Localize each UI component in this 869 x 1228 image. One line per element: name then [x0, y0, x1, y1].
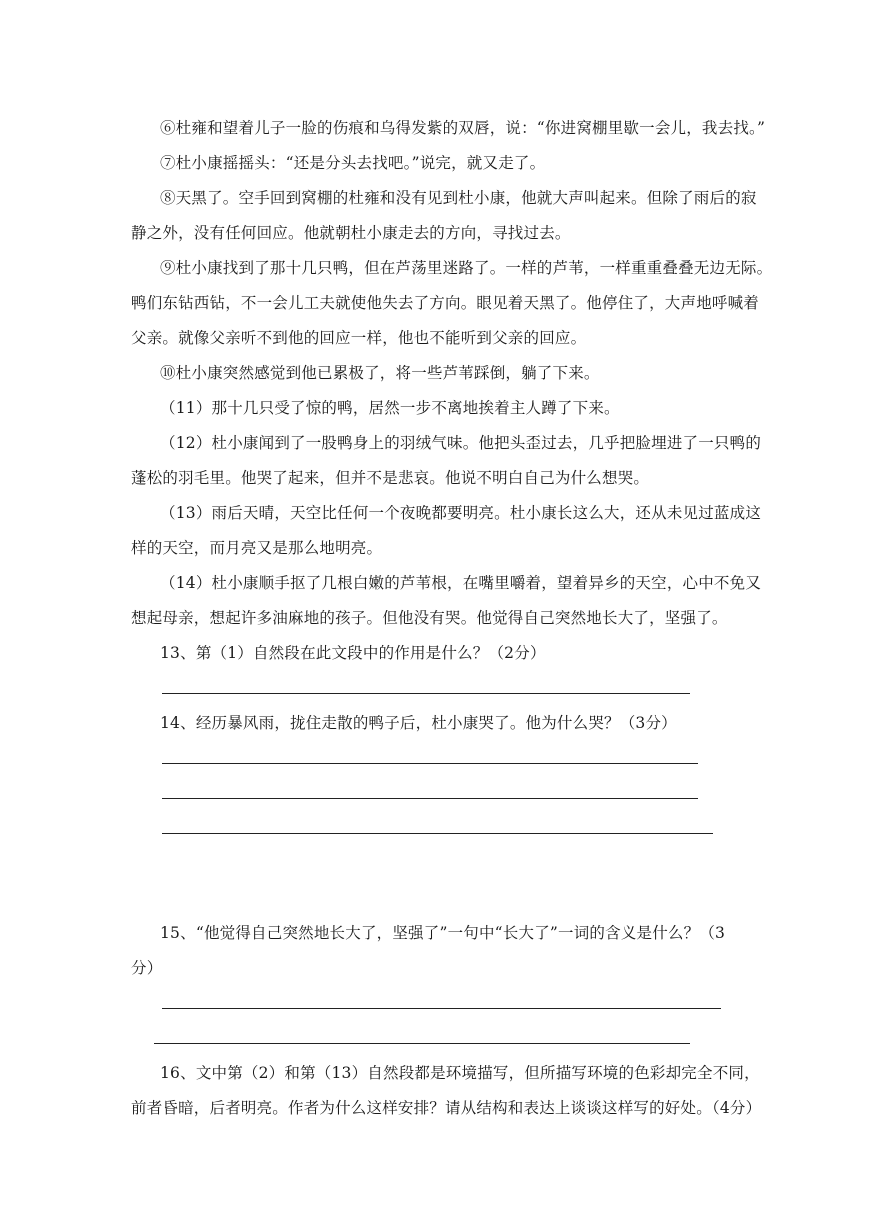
answer-line[interactable]	[162, 798, 698, 799]
question-16-line-1: 16、文中第（2）和第（13）自然段都是环境描写，但所描写环境的色彩却完全不同，	[160, 1064, 760, 1082]
question-15-line-1: 15、“他觉得自己突然地长大了，坚强了”一句中“长大了”一词的含义是什么？（3	[160, 924, 726, 942]
question-13: 13、第（1）自然段在此文段中的作用是什么？（2分）	[160, 644, 546, 662]
paragraph-7-line-1: ⑦杜小康摇摇头：“还是分头去找吧。”说完，就又走了。	[160, 154, 546, 172]
answer-line[interactable]	[154, 1043, 690, 1044]
paragraph-13-line-2: 样的天空，而月亮又是那么地明亮。	[131, 539, 383, 557]
question-16-line-2: 前者昏暗，后者明亮。作者为什么这样安排？请从结构和表达上谈谈这样写的好处。（4分）	[131, 1099, 762, 1117]
answer-line[interactable]	[162, 693, 690, 694]
paragraph-9-line-1: ⑨杜小康找到了那十几只鸭，但在芦荡里迷路了。一样的芦苇，一样重重叠叠无边无际。	[160, 259, 773, 277]
paragraph-10-line-1: ⑩杜小康突然感觉到他已累极了，将一些芦苇踩倒，躺了下来。	[160, 364, 600, 382]
paragraph-13-line-1: （13）雨后天晴，天空比任何一个夜晚都要明亮。杜小康长这么大，还从未见过蓝成这	[160, 504, 762, 522]
paragraph-14-line-1: （14）杜小康顺手抠了几根白嫩的芦苇根，在嘴里嚼着，望着异乡的天空，心中不免又	[160, 574, 762, 592]
paragraph-6-line-1: ⑥杜雍和望着儿子一脸的伤痕和乌得发紫的双唇，说：“你进窝棚里歇一会儿，我去找。”	[160, 119, 766, 137]
answer-line[interactable]	[162, 1008, 721, 1009]
question-15-line-2: 分）	[131, 959, 163, 977]
paragraph-12-line-2: 蓬松的羽毛里。他哭了起来，但并不是悲哀。他说不明白自己为什么想哭。	[131, 469, 650, 487]
paragraph-14-line-2: 想起母亲，想起许多油麻地的孩子。但他没有哭。他觉得自己突然地长大了，坚强了。	[131, 609, 728, 627]
paragraph-8-line-1: ⑧天黑了。空手回到窝棚的杜雍和没有见到杜小康，他就大声叫起来。但除了雨后的寂	[160, 189, 757, 207]
answer-line[interactable]	[162, 763, 698, 764]
paragraph-11-line-1: （11）那十几只受了惊的鸭，居然一步不离地挨着主人蹲了下来。	[160, 399, 620, 417]
paragraph-9-line-2: 鸭们东钻西钻，不一会儿工夫就使他失去了方向。眼见着天黑了。他停住了，大声地呼喊着	[131, 294, 760, 312]
paragraph-8-line-2: 静之外，没有任何回应。他就朝杜小康走去的方向，寻找过去。	[131, 224, 571, 242]
paragraph-9-line-3: 父亲。就像父亲听不到他的回应一样，他也不能听到父亲的回应。	[131, 329, 587, 347]
paragraph-12-line-1: （12）杜小康闻到了一股鸭身上的羽绒气味。他把头歪过去，几乎把脸埋进了一只鸭的	[160, 434, 762, 452]
question-14: 14、经历暴风雨，拢住走散的鸭子后，杜小康哭了。他为什么哭？（3分）	[160, 714, 677, 732]
answer-line[interactable]	[162, 833, 713, 834]
